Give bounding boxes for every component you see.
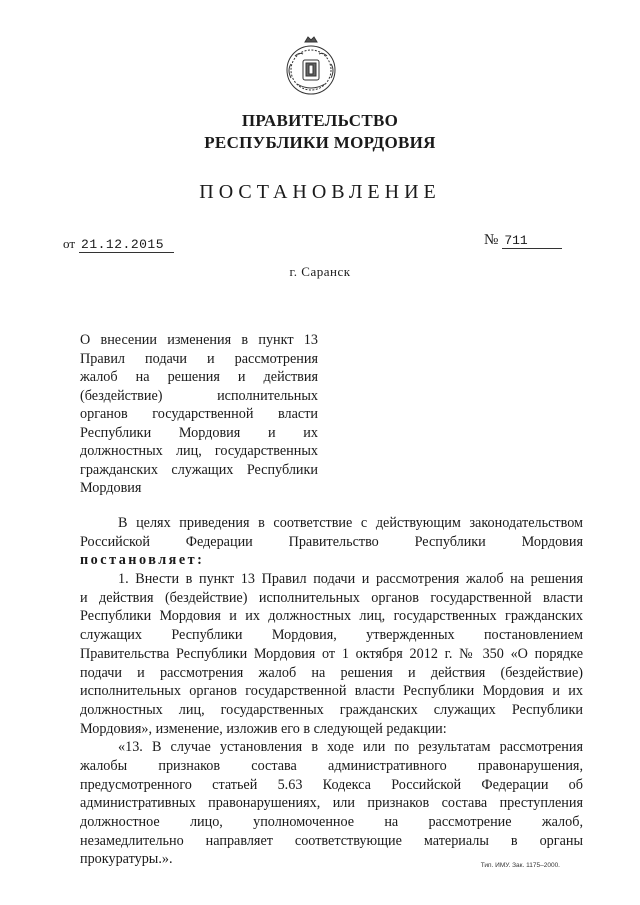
body-line: должностных лиц, государственных гражданских служащих Республики <box>80 701 583 718</box>
government-title <box>0 110 640 154</box>
body-line: незамедлительно направляет соответствующие материалы в органы <box>80 832 583 849</box>
body-line: 1. Внести в пункт 13 Правил подачи и рассмотрения жалоб на решения <box>118 571 583 588</box>
body-line: В целях приведения в соответствие с действующим законодательством <box>118 515 583 531</box>
body-line: подачи и рассмотрения жалоб на решения и действия (бездействие) <box>80 664 583 681</box>
subject-line: Мордовия <box>80 480 142 496</box>
body-line: Правительства Республики Мордовия от 1 октября 2012 г. № 350 «О порядке <box>80 645 583 662</box>
subject-line: органов государственной власти <box>80 406 318 422</box>
date-label: от <box>63 236 76 251</box>
city: г. Саранск <box>289 264 351 279</box>
number-field <box>484 232 562 249</box>
body-line: Российской Федерации Правительство Республики Мордовия <box>80 533 583 550</box>
subject-line: (бездействие) исполнительных <box>80 387 318 404</box>
coat-of-arms-icon <box>283 34 339 98</box>
date-field <box>63 236 174 253</box>
body-line: жалобы признаков состава административного правонарушения, <box>80 757 583 774</box>
subject-block <box>80 331 318 498</box>
body-text <box>80 514 583 869</box>
body-line: должностное лицо, уполномоченное на рассмотрение жалоб, <box>80 814 583 830</box>
government-line-1: ПРАВИТЕЛЬСТВО <box>241 111 399 130</box>
subject-line: должностных лиц, государственных <box>80 443 318 459</box>
number-label: № <box>484 232 499 248</box>
body-line: Мордовия», изменение, изложив его в следующей редакции: <box>80 720 447 737</box>
body-line: Республики Мордовия и их должностных лиц, государственных гражданских <box>80 608 583 625</box>
document-type: ПОСТАНОВЛЕНИЕ <box>199 181 441 203</box>
subject-line: жалоб на решения и действия <box>80 369 318 385</box>
body-line: служащих Республики Мордовия, утвержденных постановлением <box>80 627 583 644</box>
print-note: Тип. ИМУ. Зак. 1175–2000. <box>480 862 560 869</box>
body-line: исполнительных органов государственной власти Республики Мордовия и их <box>80 683 583 700</box>
body-line: «13. В случае установления в ходе или по результатам рассмотрения <box>118 739 583 756</box>
body-line-resolves: постановляет: <box>80 552 205 569</box>
subject-line: Республики Мордовия и их <box>80 424 318 441</box>
subject-line: О внесении изменения в пункт 13 <box>80 332 318 348</box>
body-line: административных правонарушениях, или признаков состава преступления <box>80 795 583 812</box>
number-value: 711 <box>502 233 561 249</box>
body-line: предусмотренного статьей 5.63 Кодекса Российской Федерации об <box>80 776 583 793</box>
body-line: и действия (бездействие) исполнительных органов государственной власти <box>80 589 583 606</box>
date-value: 21.12.2015 <box>79 237 174 253</box>
subject-line: гражданских служащих Республики <box>80 461 318 478</box>
government-line-2: РЕСПУБЛИКИ МОРДОВИЯ <box>204 133 436 152</box>
subject-line: Правил подачи и рассмотрения <box>80 350 318 367</box>
body-line: прокуратуры.». <box>80 851 173 868</box>
